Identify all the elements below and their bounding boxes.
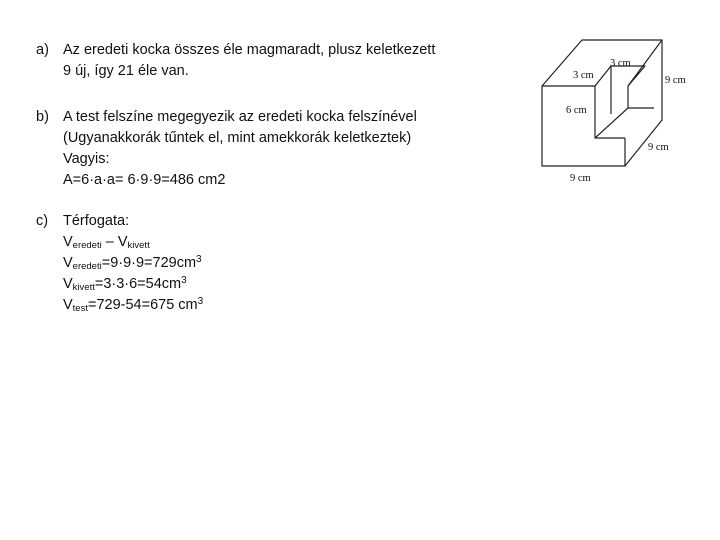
answer-b [36, 107, 417, 191]
answer-b-marker: b) [36, 109, 49, 125]
answer-b-line-2: (Ugyanakkorák tűntek el, mint amekkorák keletkeztek) [63, 130, 412, 146]
eq2-expr: =3·3·6=54cm [94, 276, 182, 292]
eq1-sub: eredeti [72, 261, 102, 272]
label-right-height: 9 cm [665, 75, 686, 86]
eq1-symbol: V [63, 255, 73, 271]
minus-sign: – [101, 234, 118, 250]
cut-top-edge [595, 66, 645, 86]
volume-test-eq [63, 295, 203, 316]
label-bottom-width: 9 cm [570, 173, 591, 184]
label-top-width: 3 cm [610, 58, 631, 69]
answer-a-line-1: Az eredeti kocka összes éle magmaradt, plusz keletkezett [63, 42, 436, 58]
volume-kivett-eq [63, 274, 203, 295]
answer-c-title: Térfogata: [63, 213, 130, 229]
volume-symbol: V [63, 234, 73, 250]
eq3-sub: test [72, 303, 88, 314]
eq1-expr: =9·9·9=729cm [101, 255, 197, 271]
volume-sub-kivett: kivett [127, 240, 150, 251]
cut-front-edge [595, 86, 625, 138]
cube-figure [530, 28, 710, 193]
answer-a-marker: a) [36, 42, 49, 58]
label-cut-height: 6 cm [566, 105, 587, 116]
volume-sub-eredeti: eredeti [72, 240, 102, 251]
eq3-expr: =729-54=675 cm [87, 297, 198, 313]
top-face-edge [542, 40, 662, 86]
volume-eredeti-eq [63, 253, 203, 274]
answer-b-line-1: A test felszíne megegyezik az eredeti kocka felszínével [63, 109, 417, 125]
cube-edges [542, 40, 662, 166]
volume-symbol-2: V [117, 234, 128, 250]
answer-c [36, 211, 203, 316]
answer-b-line-3: Vagyis: [63, 151, 110, 167]
eq2-symbol: V [63, 276, 73, 292]
cube-diagram [530, 28, 710, 193]
answer-c-marker: c) [36, 213, 49, 229]
label-bottom-depth: 9 cm [648, 142, 669, 153]
front-face-edge [542, 86, 625, 166]
eq2-sub: kivett [72, 282, 95, 293]
volume-formula [63, 232, 203, 253]
eq3-symbol: V [63, 297, 73, 313]
eq2-sup: 3 [181, 275, 187, 286]
eq3-sup: 3 [197, 296, 204, 307]
label-top-depth: 3 cm [573, 70, 594, 81]
answer-a-line-2: 9 új, így 21 éle van. [63, 63, 189, 79]
answer-b-line-4: A=6·a·a= 6·9·9=486 cm2 [63, 172, 226, 188]
answer-a [36, 40, 435, 82]
eq1-sup: 3 [196, 254, 202, 265]
